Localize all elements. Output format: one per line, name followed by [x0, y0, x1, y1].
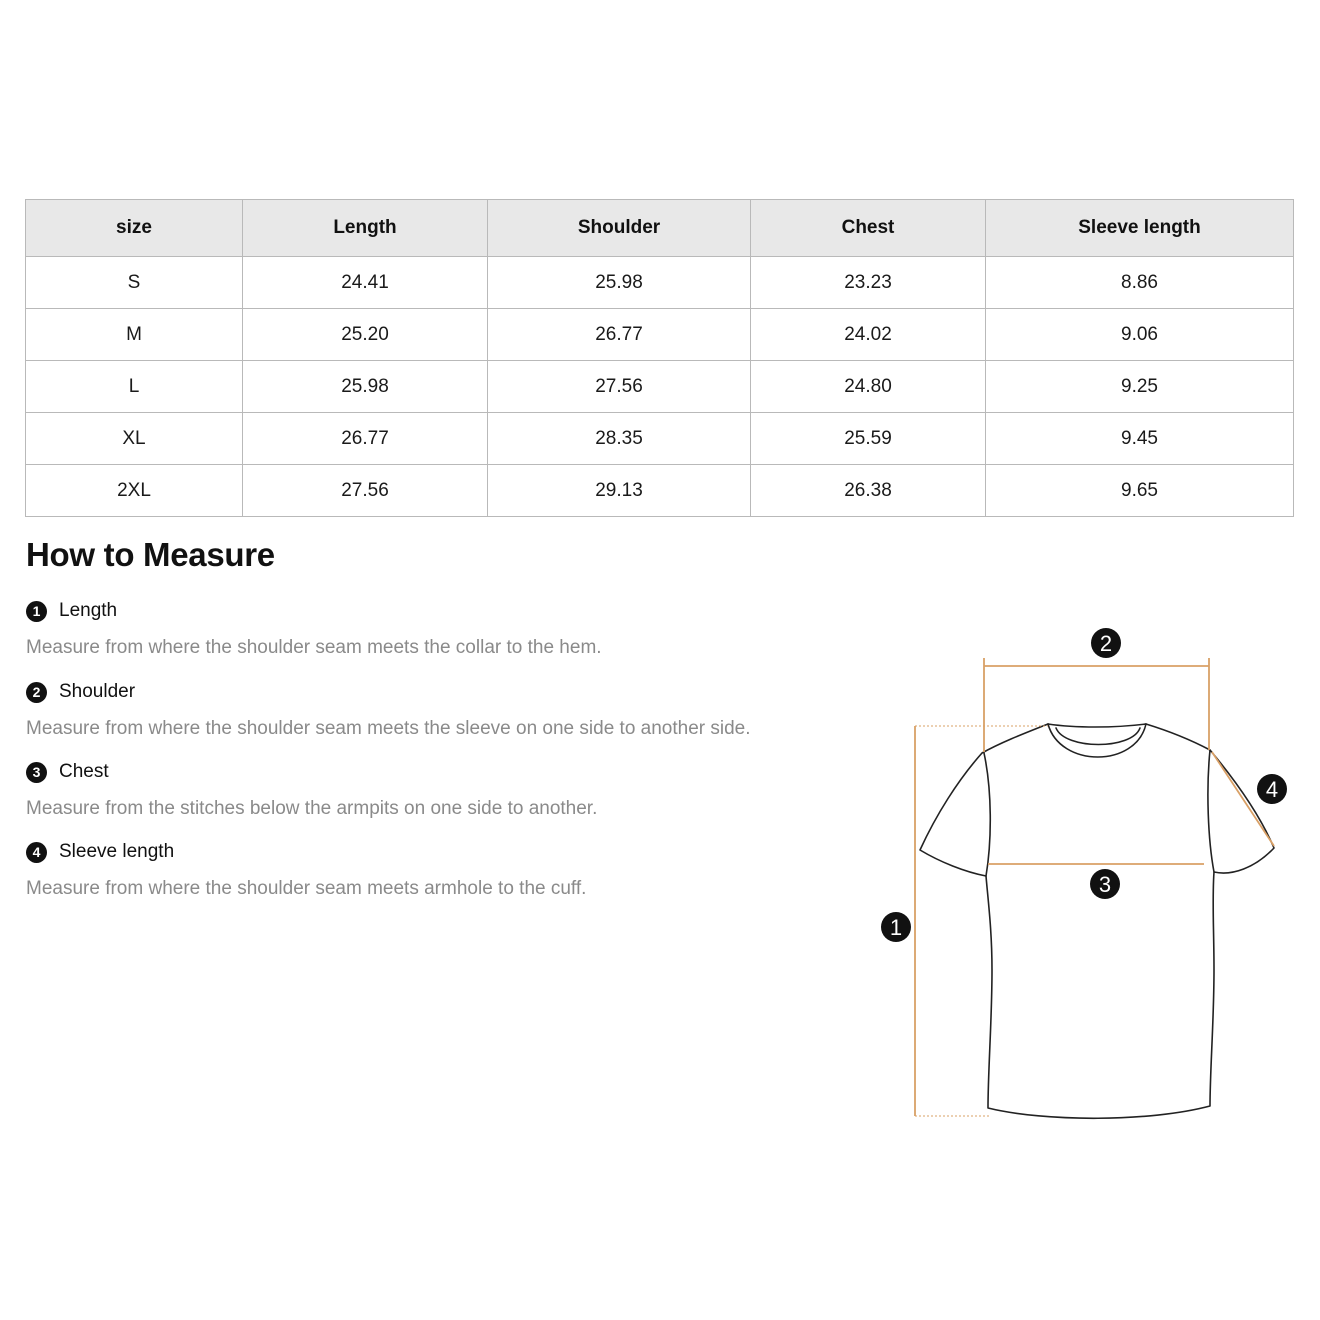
how-to-measure-title: How to Measure [26, 536, 275, 573]
step-name: Length [59, 600, 118, 621]
step-description: Measure from where the shoulder seam meets the collar to the hem. [26, 637, 602, 658]
cell-sleeve-length: 9.45 [986, 413, 1294, 465]
cell-chest: 24.02 [751, 309, 986, 361]
step-description: Measure from where the shoulder seam meets the sleeve on one side to another side. [26, 718, 751, 739]
marker-4-icon [1257, 774, 1287, 804]
step-description: Measure from where the shoulder seam meets armhole to the cuff. [26, 878, 587, 899]
header-size: size [26, 200, 243, 257]
cell-chest: 26.38 [751, 465, 986, 517]
svg-text:4: 4 [1265, 777, 1279, 802]
step-chest [26, 758, 846, 820]
cell-size: 2XL [26, 465, 243, 517]
cell-size: XL [26, 413, 243, 465]
cell-size: L [26, 361, 243, 413]
tshirt-diagram-svg [860, 600, 1300, 1140]
number-two-icon: 2 [26, 682, 47, 703]
number-one-icon: 1 [26, 601, 47, 622]
step-heading [26, 838, 846, 866]
step-name: Chest [59, 761, 109, 782]
step-name: Shoulder [59, 681, 136, 702]
cell-chest: 25.59 [751, 413, 986, 465]
cell-sleeve-length: 9.65 [986, 465, 1294, 517]
header-shoulder: Shoulder [488, 200, 751, 257]
step-name: Sleeve length [59, 841, 175, 862]
svg-text:3: 3 [1098, 872, 1112, 897]
cell-length: 24.41 [243, 257, 488, 309]
diagram-markers [881, 628, 1287, 942]
header-chest: Chest [751, 200, 986, 257]
step-heading [26, 758, 846, 786]
table-row [26, 465, 1294, 517]
table-row [26, 361, 1294, 413]
table-row [26, 257, 1294, 309]
svg-text:1: 1 [889, 915, 903, 940]
step-description: Measure from the stitches below the armpits on one side to another. [26, 798, 598, 819]
table-row [26, 309, 1294, 361]
table-header-row [26, 200, 1294, 257]
cell-size: M [26, 309, 243, 361]
size-chart-table [25, 199, 1294, 517]
svg-text:2: 2 [1099, 631, 1113, 656]
marker-1-icon [881, 912, 911, 942]
cell-length: 25.20 [243, 309, 488, 361]
cell-chest: 23.23 [751, 257, 986, 309]
cell-length: 27.56 [243, 465, 488, 517]
cell-shoulder: 27.56 [488, 361, 751, 413]
number-four-icon: 4 [26, 842, 47, 863]
header-sleeve-length: Sleeve length [986, 200, 1294, 257]
cell-sleeve-length: 8.86 [986, 257, 1294, 309]
number-three-icon: 3 [26, 762, 47, 783]
cell-length: 26.77 [243, 413, 488, 465]
header-length: Length [243, 200, 488, 257]
cell-shoulder: 26.77 [488, 309, 751, 361]
tshirt-diagram [860, 600, 1300, 1140]
tshirt-outline-icon [920, 724, 1274, 1118]
cell-size: S [26, 257, 243, 309]
marker-2-icon [1091, 628, 1121, 658]
cell-shoulder: 25.98 [488, 257, 751, 309]
cell-chest: 24.80 [751, 361, 986, 413]
cell-sleeve-length: 9.06 [986, 309, 1294, 361]
cell-sleeve-length: 9.25 [986, 361, 1294, 413]
cell-shoulder: 28.35 [488, 413, 751, 465]
step-sleeve-length [26, 838, 846, 900]
cell-shoulder: 29.13 [488, 465, 751, 517]
marker-3-icon [1090, 869, 1120, 899]
cell-length: 25.98 [243, 361, 488, 413]
step-heading [26, 597, 846, 625]
table-row [26, 413, 1294, 465]
step-length [26, 597, 846, 659]
step-heading [26, 678, 846, 706]
step-shoulder [26, 678, 846, 740]
